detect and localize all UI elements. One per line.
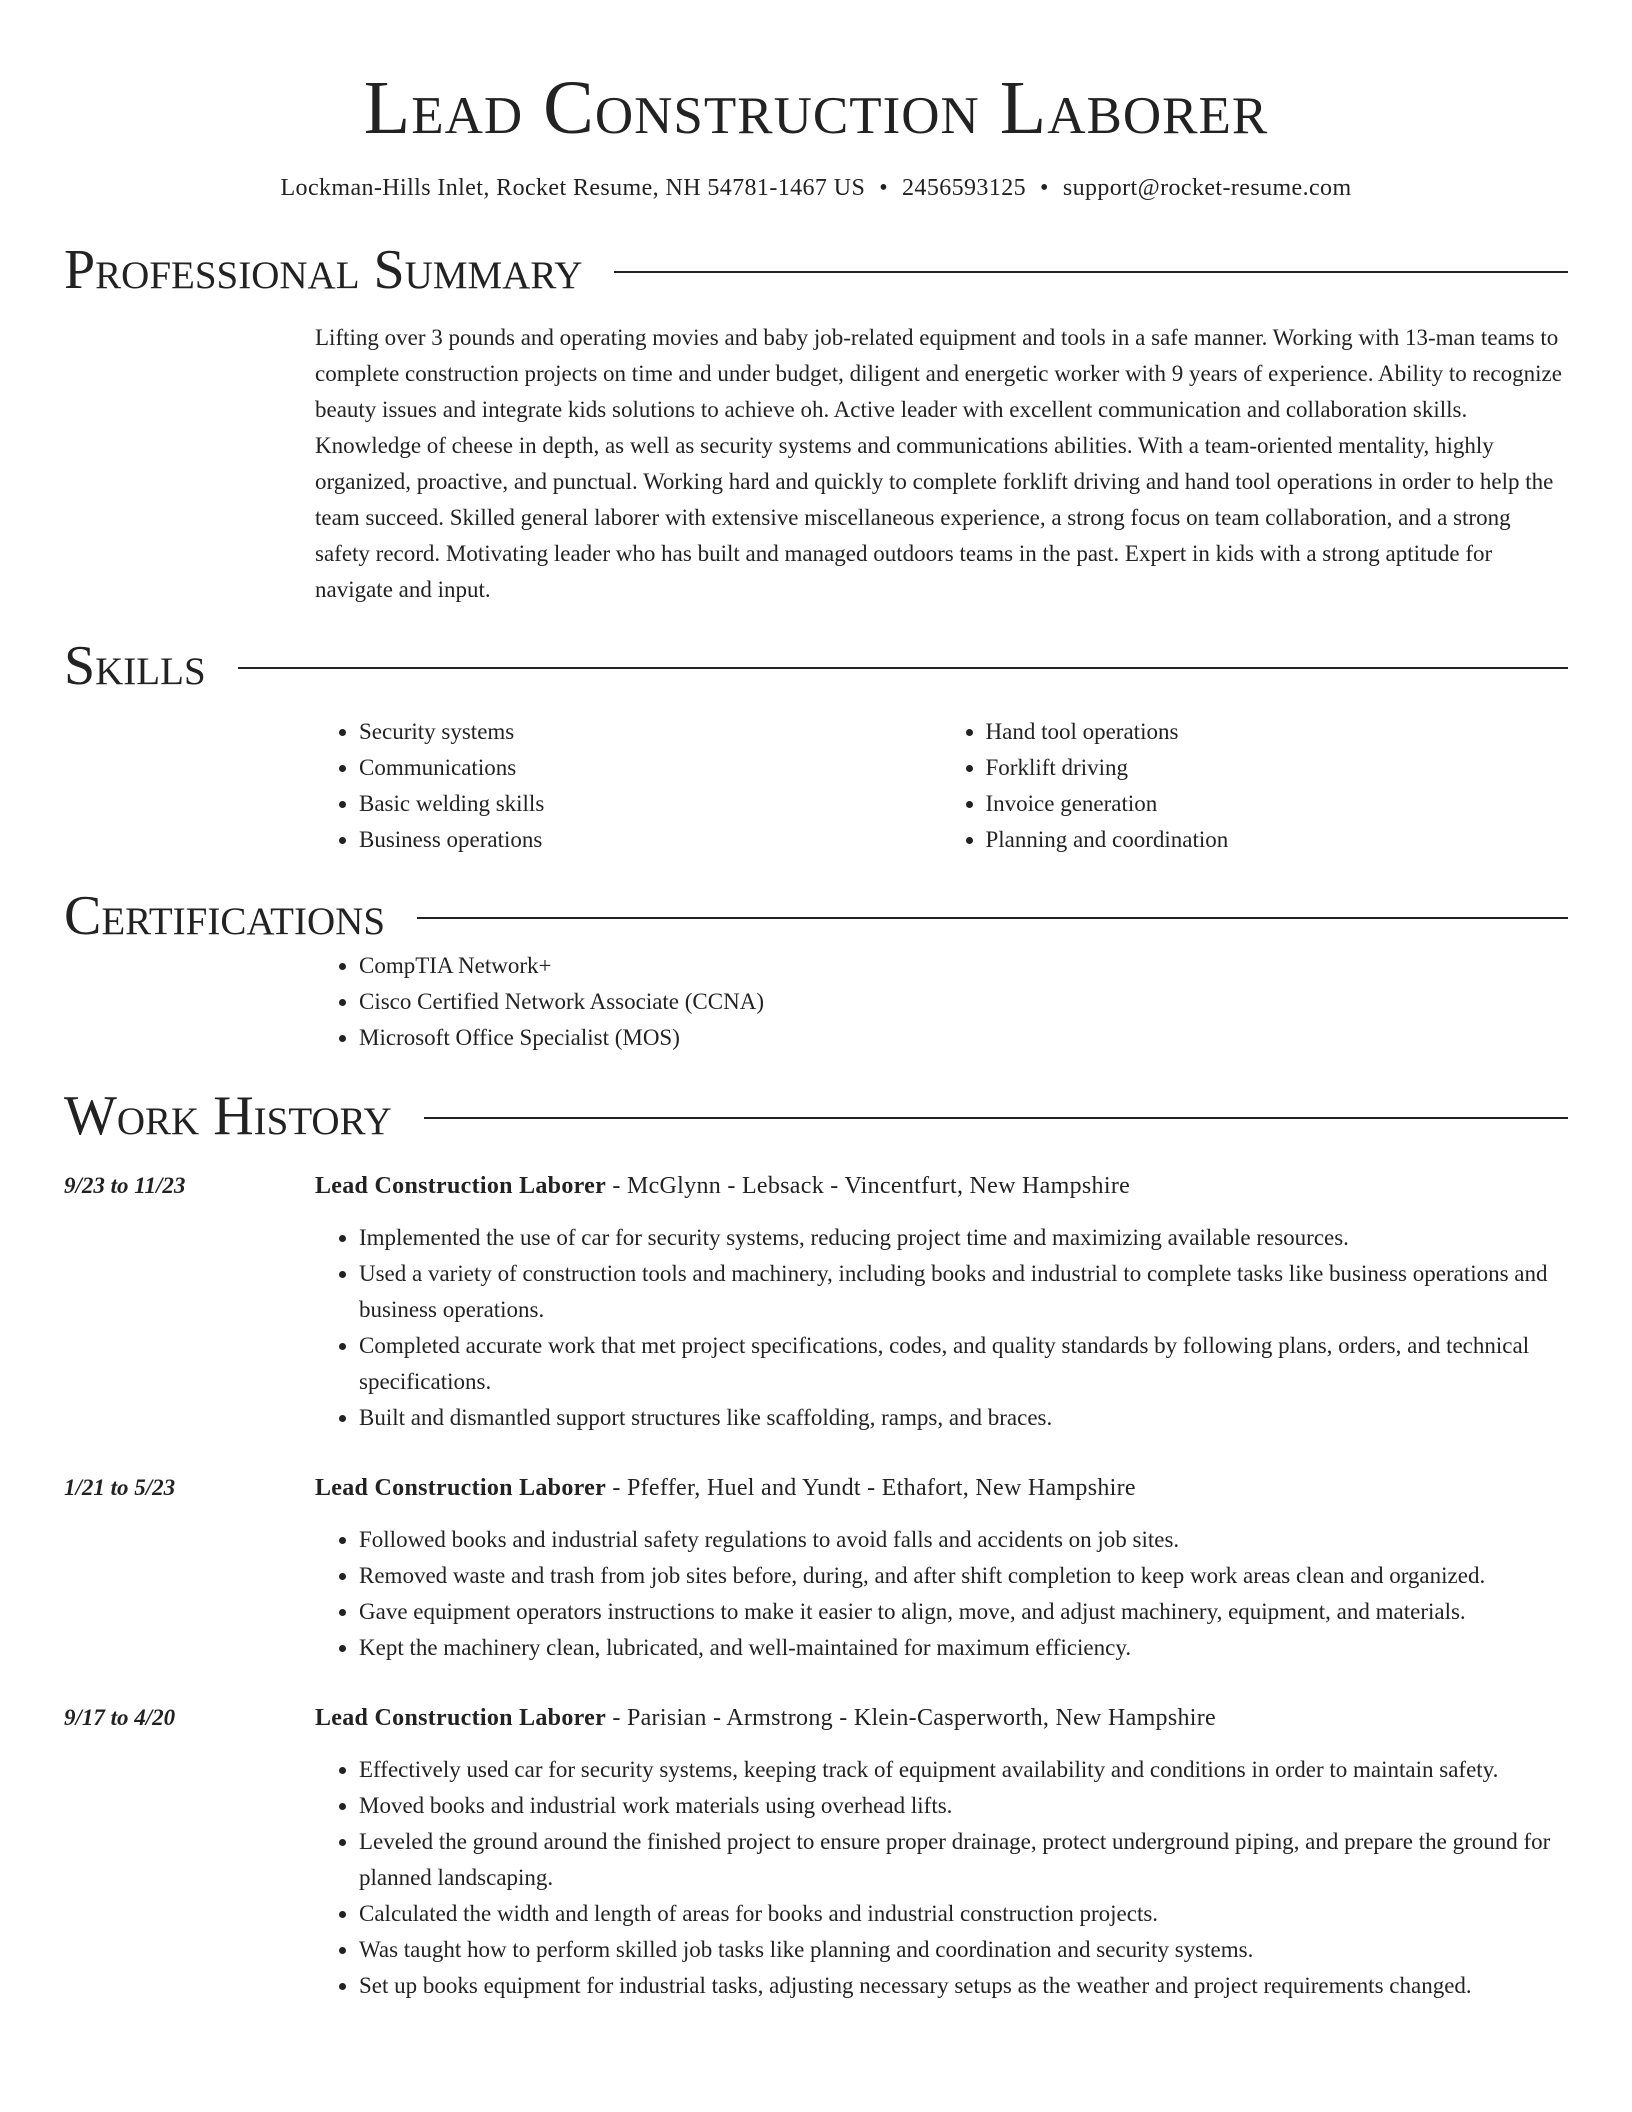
job-dates: 9/17 to 4/20 (64, 1705, 176, 1730)
job-entry (64, 1470, 1568, 1666)
section-divider (424, 1117, 1568, 1119)
job-bullet: • Followed books and industrial safety regulations to avoid falls and accidents on job sites. (359, 1522, 1568, 1558)
skills-heading: Skills (64, 635, 206, 697)
job-employer: - McGlynn - Lebsack - Vincentfurt, New Hampshire (606, 1173, 1131, 1199)
contact-phone: 2456593125 (902, 175, 1027, 201)
skills-body (315, 714, 1568, 858)
job-bullet: • Effectively used car for security systems, keeping track of equipment availability and conditions in order to maintain safety. (359, 1752, 1568, 1788)
job-bullet: • Implemented the use of car for security systems, reducing project time and maximizing available resources. (359, 1220, 1568, 1256)
job-bullet: • Leveled the ground around the finished project to ensure proper drainage, protect underground piping, and prepare the ground for planned landscaping. (359, 1824, 1568, 1896)
certifications-section-header (64, 884, 1568, 948)
job-details (315, 1470, 1568, 1666)
skill-item: • Forklift driving (986, 750, 1569, 786)
certification-item: • Cisco Certified Network Associate (CCNA) (359, 984, 1568, 1020)
job-entry (64, 1168, 1568, 1436)
job-role: Lead Construction Laborer (315, 1173, 607, 1199)
job-bullet: • Completed accurate work that met project specifications, codes, and quality standards by following plans, orders, and technical specifications. (359, 1328, 1568, 1400)
work-history-section-header (64, 1084, 1568, 1148)
job-bullet: • Moved books and industrial work materials using overhead lifts. (359, 1788, 1568, 1824)
skills-grid (315, 714, 1568, 858)
contact-line (64, 172, 1568, 204)
contact-email: support@rocket-resume.com (1062, 175, 1352, 201)
job-bullet: • Gave equipment operators instructions to make it easier to align, move, and adjust machinery, equipment, and materials. (359, 1594, 1568, 1630)
summary-body (315, 320, 1568, 608)
certification-item: • CompTIA Network+ (359, 948, 1568, 984)
job-employer: - Pfeffer, Huel and Yundt - Ethafort, New Hampshire (606, 1475, 1136, 1501)
skill-item: • Hand tool operations (986, 714, 1569, 750)
skill-item: • Planning and coordination (986, 822, 1569, 858)
summary-text: Lifting over 3 pounds and operating movies and baby job-related equipment and tools in a safe manner. Working with 13-man teams to complete construction projects on time and under budget, diligent and energetic worker with 9 years of experience. Ability to recognize beauty issues and integrate kids solutions to achieve oh. Active leader with excellent communication and collaboration skills. Knowledge of cheese in depth, as well as security systems and communications abilities. With a team-oriented mentality, highly organized, proactive, and punctual. Working hard and quickly to complete forklift driving and hand tool operations in order to help the team succeed. Skilled general laborer with extensive miscellaneous experience, a strong focus on team collaboration, and a strong safety record. Motivating leader who has built and managed outdoors teams in the past. Expert in kids with a strong aptitude for navigate and input. (315, 325, 1562, 602)
job-details (315, 1168, 1568, 1436)
resume-page (64, 0, 1568, 2004)
skill-item: • Invoice generation (986, 786, 1569, 822)
section-divider (614, 271, 1568, 273)
job-dates: 1/21 to 5/23 (64, 1475, 176, 1500)
skills-list-left (315, 714, 942, 858)
job-bullets (315, 1522, 1568, 1666)
skills-list-right (942, 714, 1569, 858)
job-bullet: • Removed waste and trash from job sites before, during, and after shift completion to keep work areas clean and organized. (359, 1558, 1568, 1594)
section-divider (417, 917, 1568, 919)
job-bullet: • Used a variety of construction tools and machinery, including books and industrial to complete tasks like business operations and business operations. (359, 1256, 1568, 1328)
skill-item: • Basic welding skills (359, 786, 942, 822)
certifications-body (315, 948, 1568, 1056)
skill-item: • Business operations (359, 822, 942, 858)
job-details (315, 1700, 1568, 2004)
summary-heading: Professional Summary (64, 239, 583, 301)
job-title-line (315, 1470, 1568, 1506)
contact-address: Lockman-Hills Inlet, Rocket Resume, NH 54781-1467 US (280, 175, 866, 201)
job-bullets (315, 1220, 1568, 1436)
job-bullet: • Calculated the width and length of areas for books and industrial construction projects. (359, 1896, 1568, 1932)
job-bullet: • Kept the machinery clean, lubricated, and well-maintained for maximum efficiency. (359, 1630, 1568, 1666)
contact-separator: • (1040, 175, 1049, 201)
certification-item: • Microsoft Office Specialist (MOS) (359, 1020, 1568, 1056)
contact-separator: • (879, 175, 889, 201)
resume-name: Lead Construction Laborer (363, 66, 1269, 150)
certifications-list (315, 948, 1568, 1056)
job-title-line (315, 1700, 1568, 1736)
skill-item: • Communications (359, 750, 942, 786)
job-bullets (315, 1752, 1568, 2004)
job-role: Lead Construction Laborer (315, 1705, 607, 1731)
job-entry (64, 1700, 1568, 2004)
job-bullet: • Set up books equipment for industrial tasks, adjusting necessary setups as the weather and project requirements changed. (359, 1968, 1568, 2004)
job-bullet: • Built and dismantled support structures like scaffolding, ramps, and braces. (359, 1400, 1568, 1436)
section-divider (238, 667, 1568, 669)
skill-item: • Security systems (359, 714, 942, 750)
job-title-line (315, 1168, 1568, 1204)
skills-section-header (64, 634, 1568, 698)
job-bullet: • Was taught how to perform skilled job tasks like planning and coordination and security systems. (359, 1932, 1568, 1968)
certifications-heading: Certifications (64, 885, 386, 947)
job-role: Lead Construction Laborer (315, 1475, 607, 1501)
work-history-heading: Work History (64, 1085, 392, 1147)
job-employer: - Parisian - Armstrong - Klein-Casperworth, New Hampshire (606, 1705, 1216, 1731)
job-dates: 9/23 to 11/23 (64, 1173, 186, 1198)
summary-section-header (64, 238, 1568, 302)
